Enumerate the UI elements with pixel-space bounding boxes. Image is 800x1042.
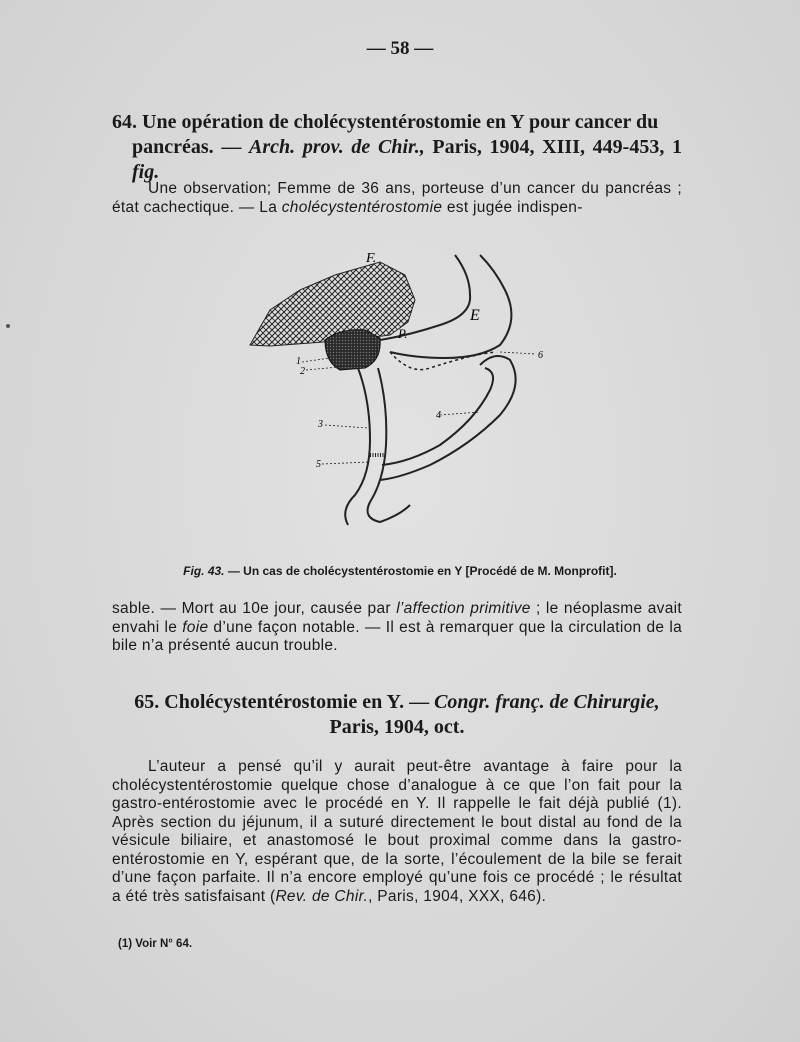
figure-label-3: 3 (318, 419, 323, 430)
figure-label-P: P. (398, 326, 408, 341)
figure-caption (0, 564, 800, 578)
figure-label-6: 6 (538, 350, 543, 361)
margin-mark (6, 324, 10, 328)
bowel-left-wall (345, 368, 370, 525)
entry-65-number: 65. (134, 691, 160, 713)
leader-line (322, 462, 370, 464)
italic-run: cholécystentérostomie (281, 198, 443, 216)
leader-line (325, 425, 368, 428)
entry-65-title-text: Cholécystentérostomie en Y. — (164, 691, 430, 713)
entry-64-title-part1: Une opération de cholécystentérostomie en Y pour cancer du (142, 111, 659, 133)
entry-65-source: Congr. franç. de Chirurgie, (434, 691, 660, 713)
figure-label-E: E (470, 307, 480, 324)
figure-label-2: 2 (300, 366, 305, 377)
entry-64-paragraph-b (112, 600, 682, 656)
entry-64-title (112, 110, 682, 185)
entry-65-paragraph (112, 758, 682, 906)
text-run: d’une façon notable. — Il est à remarquer que la circulation de la bile n’a présenté aucun trouble. (112, 618, 683, 654)
text-run: Une observation; Femme de 36 ans, porteuse d’un cancer du pancréas ; état cachectique. — La (112, 180, 682, 216)
entry-65-title (112, 690, 682, 740)
entry-64-fig-abbr: fig. (132, 161, 160, 183)
text-run: sable. — Mort au 10e jour, causée par (112, 600, 397, 617)
figure-caption-number: Fig. 43. (183, 564, 225, 578)
text-run: L’auteur a pensé qu’il y aurait peut-être avantage à faire pour la cholécystentérostomie quelque chose d’analogue à ce que l’on fait pour la gastro-entérostomie avec le procédé en Y. Il rappelle le fait déjà publié (1). Après section du jéjunum, il a suturé directement le bout distal au fond de la vésicule biliaire, et anastomosé le bout proximal comme dans la gastro-entérostomie en Y, espérant que, de la sorte, l’écoulement de la bile se ferait d’une façon parfaite. Il n’a encore employé qu’une fois ce procédé ; le résultat a été très satisfaisant ( (112, 758, 682, 905)
italic-run: foie (182, 618, 209, 636)
footnote: (1) Voir N° 64. (118, 938, 193, 950)
italic-run: Rev. de Chir. (275, 887, 369, 905)
text-run: est jugée indispen- (442, 198, 583, 216)
figure-43 (230, 240, 560, 545)
entry-64-details: Paris, 1904, XIII, 449-453, 1 (432, 136, 683, 158)
entry-64-number: 64. (112, 111, 137, 133)
liver-shape (250, 262, 415, 346)
page-number: — 58 — (366, 38, 434, 59)
text-run: ; le néoplasme avait envahi le (112, 600, 682, 636)
entry-64-title-part2: pancréas. — (132, 136, 242, 158)
anatomical-illustration (230, 240, 560, 545)
entry-64-paragraph-a (112, 180, 682, 217)
figure-label-1: 1 (296, 356, 301, 367)
figure-label-4: 4 (436, 410, 441, 421)
text-run: , Paris, 1904, XXX, 646). (368, 887, 547, 905)
leader-line (302, 358, 330, 362)
entry-64-source: Arch. prov. de Chir., (249, 136, 425, 158)
leader-line (500, 352, 535, 354)
gallbladder-shape (325, 330, 380, 370)
figure-label-5: 5 (316, 459, 321, 470)
bowel-right-wall (368, 368, 410, 522)
figure-caption-text: — Un cas de cholécystentérostomie en Y [Procédé de M. Monprofit]. (227, 564, 617, 578)
figure-label-F: F. (366, 251, 377, 266)
entry-65-details: Paris, 1904, oct. (329, 716, 465, 738)
italic-run: l’affection primitive (396, 600, 531, 617)
